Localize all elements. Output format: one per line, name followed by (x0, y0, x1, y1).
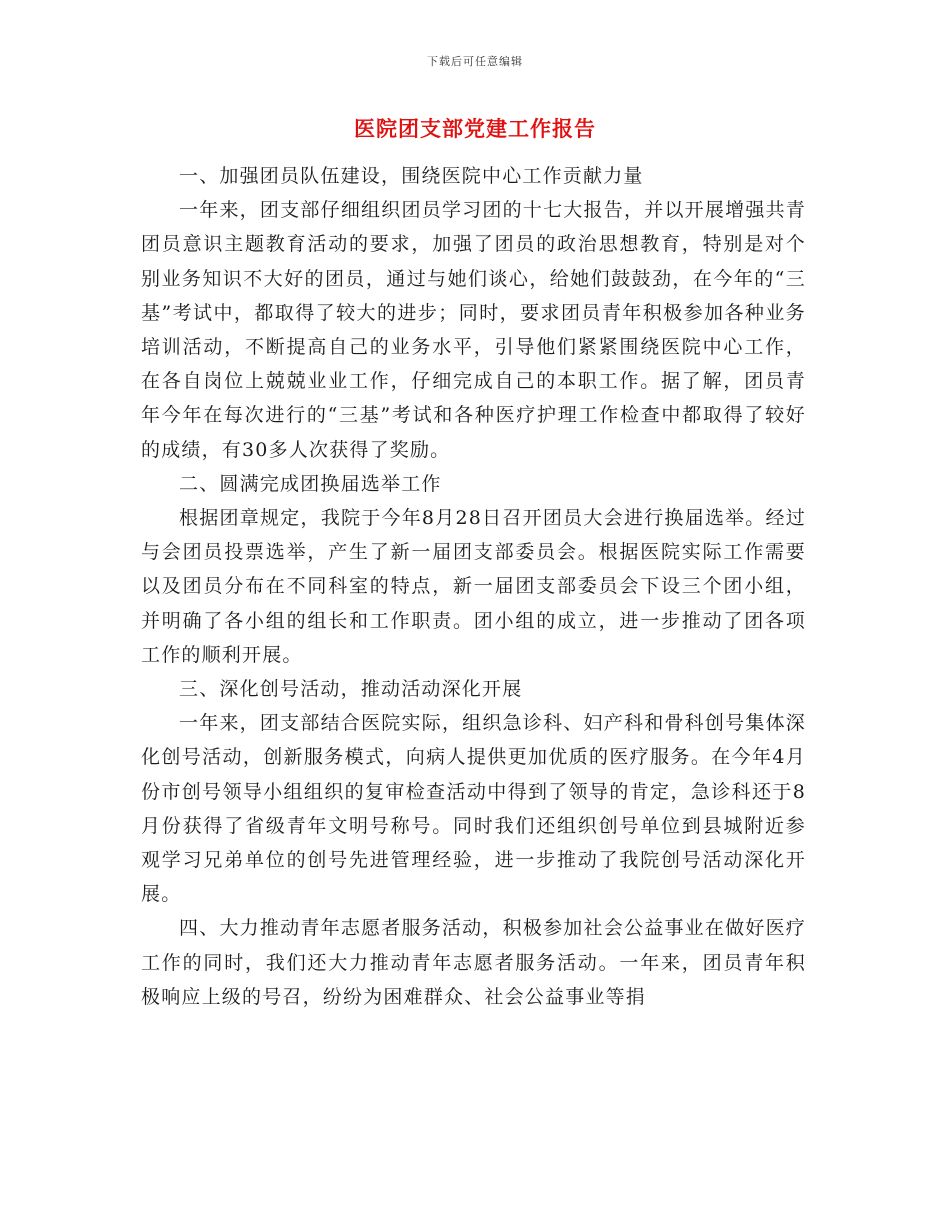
page-header-note: 下载后可任意编辑 (427, 55, 523, 68)
paragraph-3: 一年来，团支部结合医院实际，组织急诊科、妇产科和骨科创号集体深化创号活动，创新服务模式，向病人提供更加优质的医疗服务。在今年4月份市创号领导小组组织的复审检查活动中得到了领导的肯定，急诊科还于8月份获得了省级青年文明号称号。同时我们还组织创号单位到县城附近参观学习兄弟单位的创号先进管理经验，进一步推动了我院创号活动深化开展。 (141, 712, 806, 906)
section-heading-3: 三、深化创号活动，推动活动深化开展 (179, 678, 523, 701)
paragraph-1: 一年来，团支部仔细组织团员学习团的十七大报告，并以开展增强共青团员意识主题教育活动的要求，加强了团员的政治思想教育，特别是对个别业务知识不大好的团员，通过与她们谈心，给她们鼓鼓劲，在今年的“三基”考试中，都取得了较大的进步；同时，要求团员青年积极参加各种业务培训活动，不断提高自己的业务水平，引导他们紧紧围绕医院中心工作，在各自岗位上兢兢业业工作，仔细完成自己的本职工作。据了解，团员青年今年在每次进行的“三基”考试和各种医疗护理工作检查中都取得了较好的成绩，有30多人次获得了奖励。 (141, 199, 806, 461)
paragraph-2: 根据团章规定，我院于今年8月28日召开团员大会进行换届选举。经过与会团员投票选举，产生了新一届团支部委员会。根据医院实际工作需要以及团员分布在不同科室的特点，新一届团支部委员会下设三个团小组，并明确了各小组的组长和工作职责。团小组的成立，进一步推动了团各项工作的顺利开展。 (141, 507, 806, 666)
section-heading-1: 一、加强团员队伍建设，围绕医院中心工作贡献力量 (179, 165, 644, 187)
document-body (141, 159, 806, 1014)
document-title: 医院团支部党建工作报告 (354, 116, 596, 141)
paragraph-4: 四、大力推动青年志愿者服务活动，积极参加社会公益事业在做好医疗工作的同时，我们还大力推动青年志愿者服务活动。一年来，团员青年积极响应上级的号召，纷纷为困难群众、社会公益事业等捐 (141, 917, 806, 1008)
section-heading-2: 二、圆满完成团换届选举工作 (179, 472, 442, 495)
